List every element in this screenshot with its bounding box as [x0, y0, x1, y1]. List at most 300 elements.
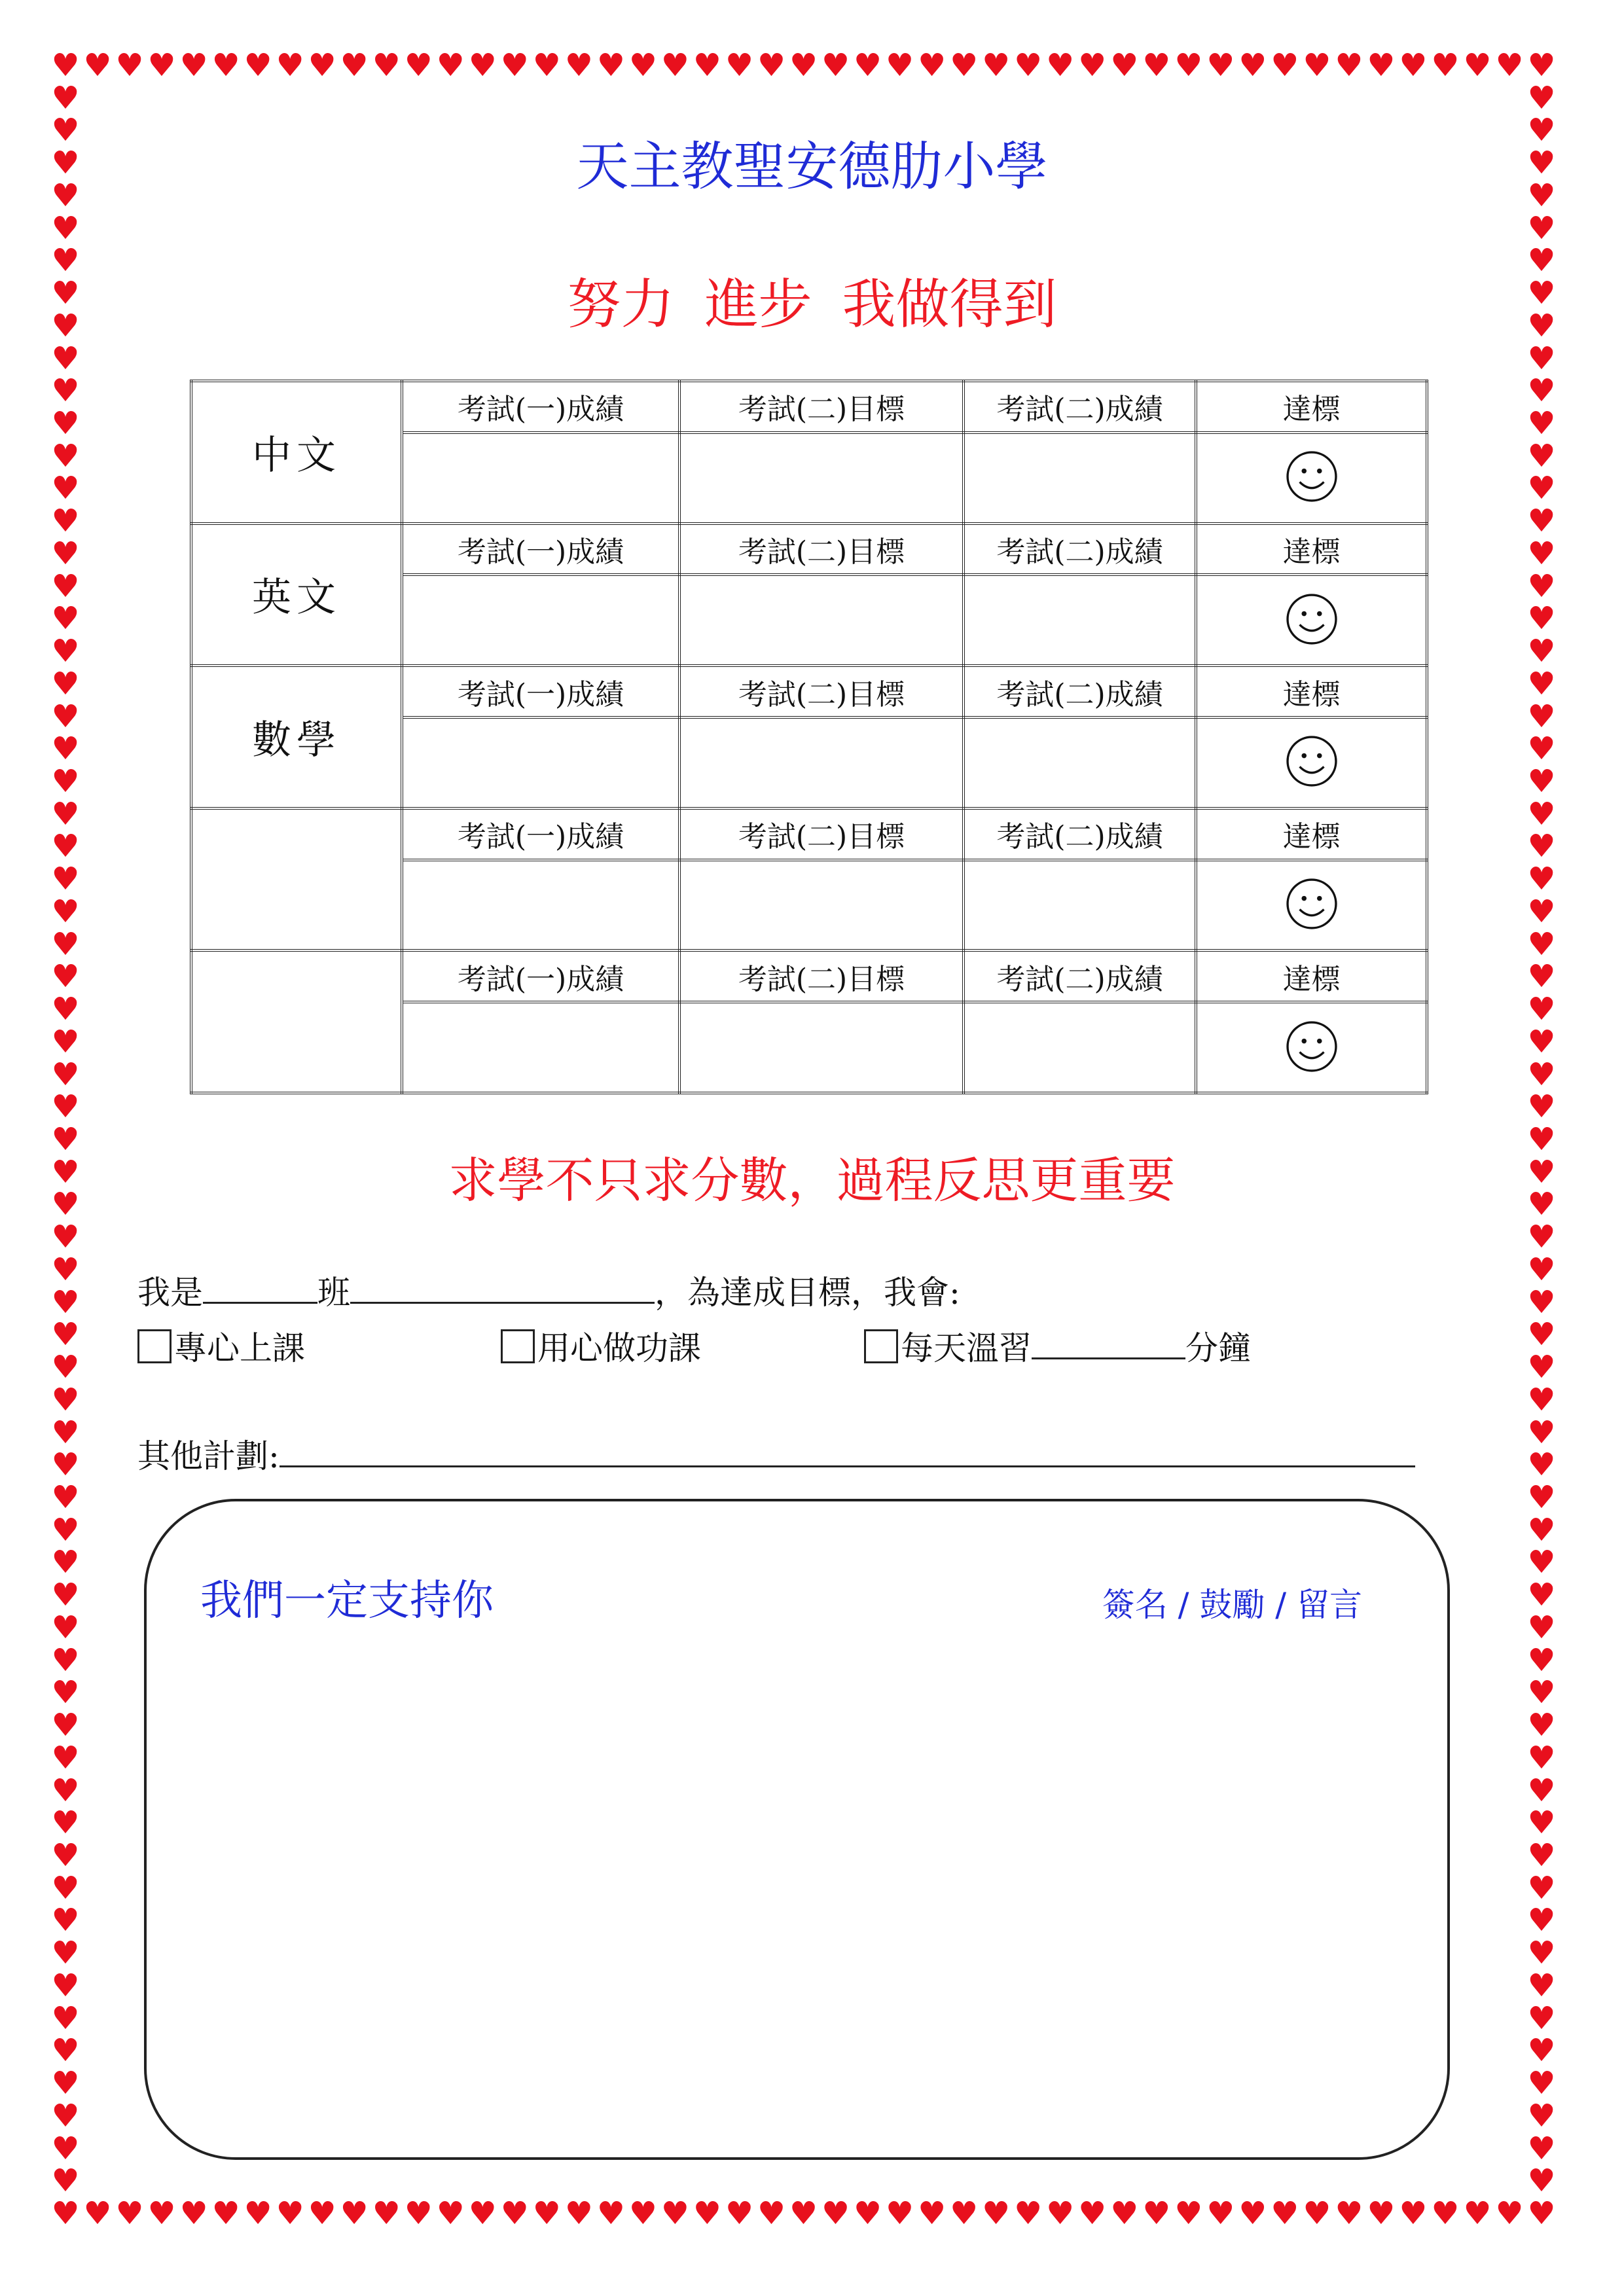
heart-icon: ♥	[1399, 47, 1428, 84]
score-input-cell[interactable]	[679, 433, 964, 524]
heart-icon: ♥	[83, 47, 112, 84]
heart-icon: ♥	[1527, 1153, 1556, 1191]
heart-icon: ♥	[660, 2195, 689, 2232]
heart-icon: ♥	[1303, 2195, 1331, 2232]
support-title: 我們一定支持你	[200, 1577, 494, 1625]
heart-icon: ♥	[789, 47, 818, 84]
column-header: 達標	[1196, 381, 1427, 433]
heart-icon: ♥	[854, 2195, 882, 2232]
heart-icon: ♥	[1271, 2195, 1299, 2232]
heart-icon: ♥	[1527, 763, 1556, 800]
achieved-cell[interactable]	[1196, 860, 1427, 951]
heart-icon: ♥	[51, 1609, 80, 1646]
heart-icon: ♥	[51, 1674, 80, 1712]
heart-icon: ♥	[982, 2195, 1011, 2232]
heart-icon: ♥	[51, 958, 80, 996]
checkbox[interactable]	[864, 1329, 898, 1363]
score-input-cell[interactable]	[402, 575, 679, 666]
column-header: 考試(二)目標	[679, 808, 964, 860]
heart-icon: ♥	[1399, 2195, 1428, 2232]
heart-icon: ♥	[211, 2195, 240, 2232]
heart-icon: ♥	[1527, 1446, 1556, 1484]
heart-icon: ♥	[51, 763, 80, 800]
heart-icon: ♥	[821, 47, 850, 84]
heart-icon: ♥	[1463, 2195, 1492, 2232]
heart-icon: ♥	[404, 47, 433, 84]
heart-icon: ♥	[51, 1804, 80, 1842]
heart-icon: ♥	[1527, 665, 1556, 702]
checkbox[interactable]	[137, 1329, 171, 1363]
option-revise-daily[interactable]	[864, 1322, 1251, 1369]
achieved-cell[interactable]	[1196, 575, 1427, 666]
heart-icon: ♥	[1527, 1544, 1556, 1581]
heart-icon: ♥	[211, 47, 240, 84]
heart-icon: ♥	[404, 2195, 433, 2232]
heart-icon: ♥	[1110, 47, 1139, 84]
heart-icon: ♥	[1527, 1219, 1556, 1256]
heart-icon: ♥	[564, 2195, 593, 2232]
heart-icon: ♥	[244, 47, 272, 84]
heart-icon: ♥	[693, 47, 721, 84]
heart-icon: ♥	[51, 1967, 80, 2004]
heart-icon: ♥	[51, 209, 80, 247]
heart-icon: ♥	[596, 47, 625, 84]
heart-icon: ♥	[1527, 2162, 1556, 2200]
column-header: 考試(二)目標	[679, 950, 964, 1002]
score-input-cell[interactable]	[402, 860, 679, 951]
column-header: 達標	[1196, 950, 1427, 1002]
heart-icon: ♥	[1527, 79, 1556, 117]
heart-icon: ♥	[51, 1837, 80, 1874]
heart-icon: ♥	[1527, 470, 1556, 507]
heart-icon: ♥	[51, 1023, 80, 1060]
column-header: 達標	[1196, 666, 1427, 717]
heart-icon: ♥	[1527, 861, 1556, 898]
subject-cell	[191, 808, 402, 951]
heart-icon: ♥	[886, 47, 914, 84]
heart-icon: ♥	[1527, 2195, 1556, 2232]
heart-icon: ♥	[51, 1511, 80, 1549]
heart-icon: ♥	[1527, 1902, 1556, 1939]
class-label: 班	[317, 1274, 350, 1312]
heart-icon: ♥	[1527, 209, 1556, 247]
heart-icon: ♥	[51, 1251, 80, 1288]
heart-icon: ♥	[1527, 437, 1556, 475]
heart-icon: ♥	[725, 47, 753, 84]
heart-icon: ♥	[51, 145, 80, 182]
school-title: 天主教聖安德肋小學	[576, 136, 1048, 197]
column-header: 考試(二)成績	[964, 666, 1196, 717]
score-input-cell[interactable]	[964, 1002, 1196, 1093]
heart-icon: ♥	[1527, 1511, 1556, 1549]
heart-icon: ♥	[1463, 47, 1492, 84]
goal-text: ，為達成目標，我會:	[655, 1274, 960, 1312]
heart-icon: ♥	[500, 47, 529, 84]
heart-icon: ♥	[532, 2195, 561, 2232]
column-header: 考試(二)成績	[964, 381, 1196, 433]
heart-icon: ♥	[1527, 340, 1556, 377]
grades-table	[190, 380, 1428, 1094]
heart-icon: ♥	[1527, 893, 1556, 930]
heart-icon: ♥	[1527, 372, 1556, 410]
column-header: 考試(一)成績	[402, 808, 679, 860]
achieved-cell[interactable]	[1196, 433, 1427, 524]
heart-icon: ♥	[147, 2195, 176, 2232]
heart-icon: ♥	[1271, 47, 1299, 84]
heart-icon: ♥	[51, 405, 80, 442]
column-header: 達標	[1196, 524, 1427, 575]
heart-icon: ♥	[1527, 1251, 1556, 1288]
score-input-cell[interactable]	[964, 860, 1196, 951]
checkbox[interactable]	[501, 1329, 535, 1363]
heart-icon: ♥	[51, 535, 80, 572]
heart-icon: ♥	[1527, 2000, 1556, 2037]
heart-icon: ♥	[1335, 47, 1363, 84]
heart-icon: ♥	[147, 47, 176, 84]
heart-icon: ♥	[1527, 1056, 1556, 1093]
heart-icon: ♥	[51, 730, 80, 768]
heart-icon: ♥	[51, 1479, 80, 1516]
heart-icon: ♥	[51, 1349, 80, 1386]
heart-icon: ♥	[1527, 1479, 1556, 1516]
heart-icon: ♥	[51, 2065, 80, 2102]
heart-icon: ♥	[51, 2097, 80, 2134]
column-header: 考試(二)成績	[964, 808, 1196, 860]
heart-icon: ♥	[1367, 47, 1396, 84]
heart-icon: ♥	[51, 925, 80, 963]
heart-icon: ♥	[372, 47, 401, 84]
score-input-cell[interactable]	[964, 717, 1196, 808]
smiley-face-icon	[1284, 734, 1339, 789]
heart-icon: ♥	[1142, 2195, 1171, 2232]
heart-icon: ♥	[1527, 1577, 1556, 1614]
achieved-cell[interactable]	[1196, 1002, 1427, 1093]
heart-icon: ♥	[1527, 503, 1556, 540]
heart-icon: ♥	[51, 2032, 80, 2070]
column-header: 考試(一)成績	[402, 666, 679, 717]
heart-icon: ♥	[628, 47, 657, 84]
heart-icon: ♥	[757, 47, 785, 84]
smiley-face-icon	[1284, 449, 1339, 504]
score-input-cell[interactable]	[679, 717, 964, 808]
column-header: 考試(二)成績	[964, 950, 1196, 1002]
heart-icon: ♥	[51, 275, 80, 312]
heart-icon: ♥	[83, 2195, 112, 2232]
heart-icon: ♥	[725, 2195, 753, 2232]
heart-icon: ♥	[1527, 1414, 1556, 1451]
heart-icon: ♥	[51, 1316, 80, 1354]
minutes-blank[interactable]	[1032, 1329, 1185, 1359]
column-header: 達標	[1196, 808, 1427, 860]
heart-icon: ♥	[1527, 925, 1556, 963]
heart-icon: ♥	[51, 1544, 80, 1581]
heart-icon: ♥	[51, 1381, 80, 1418]
heart-icon: ♥	[1527, 828, 1556, 865]
heart-icon: ♥	[564, 47, 593, 84]
heart-icon: ♥	[244, 2195, 272, 2232]
score-input-cell[interactable]	[679, 1002, 964, 1093]
heart-icon: ♥	[51, 470, 80, 507]
smiley-face-icon	[1284, 876, 1339, 931]
column-header: 考試(一)成績	[402, 950, 679, 1002]
column-header: 考試(二)目標	[679, 524, 964, 575]
option-label: 專心上課	[174, 1329, 305, 1367]
heart-icon: ♥	[918, 47, 947, 84]
heart-icon: ♥	[51, 1219, 80, 1256]
support-note: 簽名 / 鼓勵 / 留言	[1102, 1586, 1362, 1624]
class-blank[interactable]	[203, 1273, 317, 1304]
heart-icon: ♥	[1527, 177, 1556, 214]
heart-icon: ♥	[1014, 2195, 1043, 2232]
heart-icon: ♥	[1527, 1023, 1556, 1060]
heart-icon: ♥	[1527, 307, 1556, 344]
heart-icon: ♥	[1527, 1739, 1556, 1776]
heart-icon: ♥	[1527, 275, 1556, 312]
heart-icon: ♥	[51, 795, 80, 833]
heart-icon: ♥	[51, 1577, 80, 1614]
heart-icon: ♥	[886, 2195, 914, 2232]
heart-icon: ♥	[51, 2130, 80, 2167]
heart-icon: ♥	[1527, 1772, 1556, 1809]
subject-cell	[191, 950, 402, 1093]
heart-icon: ♥	[1238, 47, 1267, 84]
heart-icon: ♥	[372, 2195, 401, 2232]
score-input-cell[interactable]	[402, 1002, 679, 1093]
heart-icon: ♥	[854, 47, 882, 84]
score-input-cell[interactable]	[679, 860, 964, 951]
heart-icon: ♥	[51, 861, 80, 898]
heart-icon: ♥	[532, 47, 561, 84]
heart-icon: ♥	[950, 2195, 979, 2232]
support-box[interactable]	[144, 1499, 1450, 2160]
heart-icon: ♥	[468, 2195, 497, 2232]
other-plans-label: 其他計劃:	[137, 1437, 280, 1475]
heart-icon: ♥	[1014, 47, 1043, 84]
heart-icon: ♥	[1527, 958, 1556, 996]
heart-icon: ♥	[51, 1153, 80, 1191]
heart-icon: ♥	[1527, 1186, 1556, 1223]
heart-icon: ♥	[51, 1186, 80, 1223]
heart-icon: ♥	[51, 437, 80, 475]
heart-icon: ♥	[179, 47, 208, 84]
other-plans-blank[interactable]	[280, 1437, 1415, 1467]
heart-icon: ♥	[1238, 2195, 1267, 2232]
score-input-cell[interactable]	[402, 717, 679, 808]
heart-icon: ♥	[660, 47, 689, 84]
heart-icon: ♥	[51, 1056, 80, 1093]
smiley-face-icon	[1284, 592, 1339, 647]
minutes-unit: 分鐘	[1185, 1329, 1251, 1367]
heart-icon: ♥	[51, 1772, 80, 1809]
heart-icon: ♥	[51, 1739, 80, 1776]
heart-icon: ♥	[1527, 1804, 1556, 1842]
heart-icon: ♥	[500, 2195, 529, 2232]
heart-icon: ♥	[115, 47, 144, 84]
heart-icon: ♥	[51, 1641, 80, 1679]
heart-icon: ♥	[51, 1283, 80, 1321]
heart-icon: ♥	[51, 1902, 80, 1939]
heart-icon: ♥	[1527, 1088, 1556, 1126]
heart-icon: ♥	[115, 2195, 144, 2232]
heart-icon: ♥	[1527, 1935, 1556, 1972]
heart-icon: ♥	[1335, 2195, 1363, 2232]
heart-icon: ♥	[1527, 1967, 1556, 2004]
heart-icon: ♥	[51, 698, 80, 735]
other-plans	[137, 1430, 1415, 1477]
heart-icon: ♥	[1078, 47, 1107, 84]
heart-icon: ♥	[628, 2195, 657, 2232]
heart-icon: ♥	[51, 1446, 80, 1484]
name-blank[interactable]	[350, 1273, 655, 1304]
heart-icon: ♥	[1527, 242, 1556, 279]
heart-icon: ♥	[1527, 1674, 1556, 1712]
heart-icon: ♥	[1110, 2195, 1139, 2232]
smiley-face-icon	[1284, 1019, 1339, 1074]
table-row	[191, 950, 1427, 1002]
motto: 求學不只求分數，過程反思更重要	[448, 1153, 1176, 1209]
heart-icon: ♥	[436, 47, 465, 84]
score-input-cell[interactable]	[964, 433, 1196, 524]
heart-icon: ♥	[1431, 47, 1460, 84]
heart-icon: ♥	[308, 47, 336, 84]
heart-icon: ♥	[51, 1707, 80, 1744]
heart-icon: ♥	[51, 1414, 80, 1451]
heart-icon: ♥	[789, 2195, 818, 2232]
table-row	[191, 808, 1427, 860]
heart-icon: ♥	[1046, 47, 1075, 84]
column-header: 考試(二)目標	[679, 666, 964, 717]
heart-icon: ♥	[1527, 730, 1556, 768]
score-input-cell[interactable]	[964, 575, 1196, 666]
subject-cell: 英文	[191, 524, 402, 666]
column-header: 考試(一)成績	[402, 524, 679, 575]
heart-icon: ♥	[1527, 1283, 1556, 1321]
subject-cell: 中文	[191, 381, 402, 524]
heart-icon: ♥	[51, 828, 80, 865]
column-header: 考試(一)成績	[402, 381, 679, 433]
heart-icon: ♥	[51, 893, 80, 930]
heart-icon: ♥	[51, 633, 80, 670]
heart-icon: ♥	[1527, 1707, 1556, 1744]
heart-icon: ♥	[1527, 1837, 1556, 1874]
heart-icon: ♥	[51, 2162, 80, 2200]
heart-icon: ♥	[51, 242, 80, 279]
heart-icon: ♥	[51, 47, 80, 84]
heart-icon: ♥	[51, 79, 80, 117]
heart-icon: ♥	[1174, 47, 1203, 84]
heart-icon: ♥	[51, 665, 80, 702]
heart-icon: ♥	[693, 2195, 721, 2232]
heart-icon: ♥	[1527, 1121, 1556, 1158]
heart-icon: ♥	[1527, 1316, 1556, 1354]
subject-cell: 數學	[191, 666, 402, 808]
heart-icon: ♥	[918, 2195, 947, 2232]
heart-icon: ♥	[179, 2195, 208, 2232]
heart-icon: ♥	[1527, 2065, 1556, 2102]
score-input-cell[interactable]	[679, 575, 964, 666]
heart-icon: ♥	[1527, 2032, 1556, 2070]
heart-icon: ♥	[950, 47, 979, 84]
heart-icon: ♥	[1046, 2195, 1075, 2232]
heart-icon: ♥	[1527, 1349, 1556, 1386]
slogan: 努力 進步 我做得到	[567, 274, 1057, 336]
heart-icon: ♥	[51, 112, 80, 149]
heart-icon: ♥	[51, 503, 80, 540]
option-label: 每天溫習	[901, 1329, 1032, 1367]
heart-icon: ♥	[51, 1869, 80, 1907]
heart-icon: ♥	[1527, 145, 1556, 182]
heart-icon: ♥	[51, 177, 80, 214]
heart-icon: ♥	[1527, 112, 1556, 149]
heart-icon: ♥	[1303, 47, 1331, 84]
heart-icon: ♥	[340, 2195, 369, 2232]
pledge-line	[137, 1266, 960, 1314]
option-attentive[interactable]	[137, 1322, 305, 1369]
table-row	[191, 381, 1427, 433]
column-header: 考試(二)目標	[679, 381, 964, 433]
heart-icon: ♥	[51, 600, 80, 637]
heart-icon: ♥	[308, 2195, 336, 2232]
heart-icon: ♥	[1527, 567, 1556, 605]
heart-icon: ♥	[1495, 47, 1524, 84]
heart-icon: ♥	[1527, 600, 1556, 637]
heart-icon: ♥	[51, 567, 80, 605]
table-row	[191, 524, 1427, 575]
heart-icon: ♥	[1174, 2195, 1203, 2232]
heart-icon: ♥	[51, 2195, 80, 2232]
heart-icon: ♥	[1527, 405, 1556, 442]
heart-icon: ♥	[821, 2195, 850, 2232]
heart-icon: ♥	[276, 2195, 304, 2232]
table-row	[191, 666, 1427, 717]
column-header: 考試(二)成績	[964, 524, 1196, 575]
heart-icon: ♥	[51, 307, 80, 344]
heart-icon: ♥	[51, 1121, 80, 1158]
score-input-cell[interactable]	[402, 433, 679, 524]
heart-icon: ♥	[1206, 2195, 1235, 2232]
heart-icon: ♥	[51, 340, 80, 377]
heart-icon: ♥	[276, 47, 304, 84]
heart-icon: ♥	[436, 2195, 465, 2232]
heart-icon: ♥	[1527, 1869, 1556, 1907]
heart-icon: ♥	[1206, 47, 1235, 84]
heart-icon: ♥	[1367, 2195, 1396, 2232]
heart-icon: ♥	[468, 47, 497, 84]
heart-icon: ♥	[1142, 47, 1171, 84]
i-am-label: 我是	[137, 1274, 203, 1312]
heart-icon: ♥	[1495, 2195, 1524, 2232]
heart-icon: ♥	[1527, 1641, 1556, 1679]
achieved-cell[interactable]	[1196, 717, 1427, 808]
heart-icon: ♥	[1078, 2195, 1107, 2232]
heart-icon: ♥	[51, 372, 80, 410]
heart-icon: ♥	[596, 2195, 625, 2232]
heart-icon: ♥	[757, 2195, 785, 2232]
heart-icon: ♥	[1527, 991, 1556, 1028]
heart-icon: ♥	[1527, 633, 1556, 670]
heart-icon: ♥	[51, 1935, 80, 1972]
heart-icon: ♥	[1527, 47, 1556, 84]
heart-icon: ♥	[1527, 698, 1556, 735]
heart-icon: ♥	[1431, 2195, 1460, 2232]
heart-icon: ♥	[1527, 1609, 1556, 1646]
heart-icon: ♥	[1527, 2130, 1556, 2167]
heart-icon: ♥	[51, 1088, 80, 1126]
option-label: 用心做功課	[537, 1329, 701, 1367]
heart-icon: ♥	[51, 991, 80, 1028]
option-homework[interactable]	[501, 1322, 701, 1369]
heart-icon: ♥	[1527, 1381, 1556, 1418]
